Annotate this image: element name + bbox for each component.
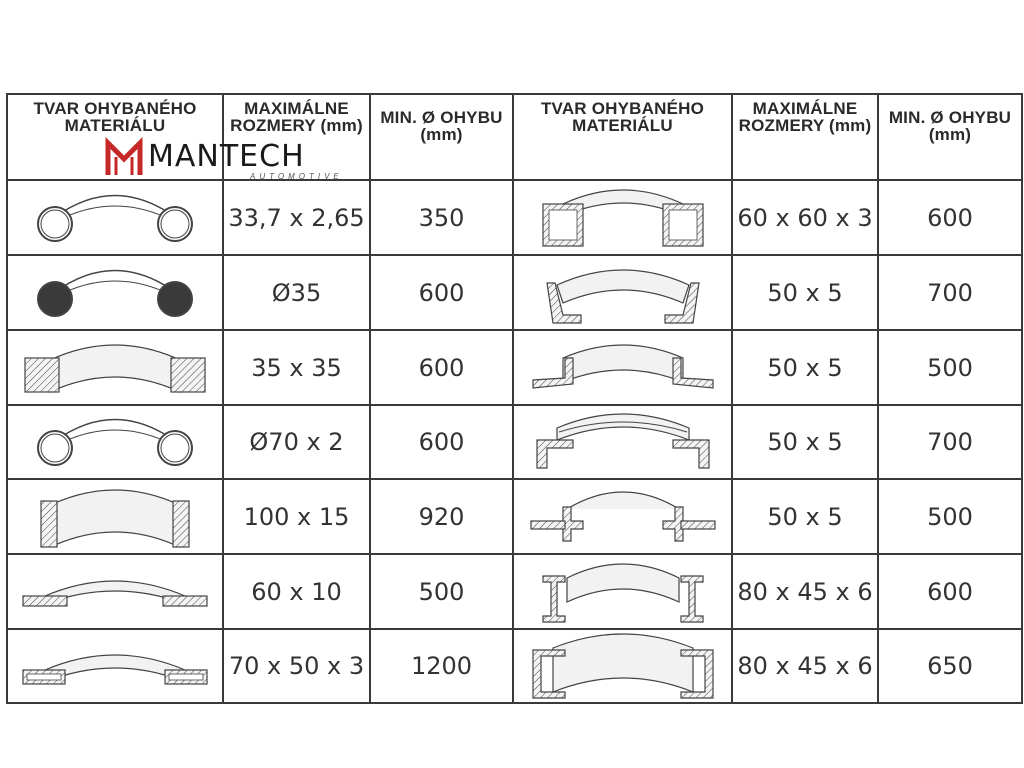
table-row <box>7 255 1022 330</box>
profile-shape-cell-right <box>513 255 732 330</box>
header-shape-left: TVAR OHYBANÉHO MATERIÁLU <box>7 94 223 180</box>
max-dimensions-cell-right: 50 x 5 <box>732 405 878 479</box>
header-row <box>7 94 1022 180</box>
table-row <box>7 554 1022 629</box>
round-tube-icon <box>15 182 215 254</box>
angle-legs-out-icon <box>523 332 723 404</box>
bending-capacity-table <box>6 93 1023 704</box>
max-dimensions-cell-right: 50 x 5 <box>732 255 878 330</box>
profile-shape-cell-right <box>513 479 732 554</box>
angle-legs-up-icon <box>523 257 723 329</box>
header-min-right: MIN. Ø OHYBU (mm) <box>878 94 1022 180</box>
min-bend-diameter-cell-right: 500 <box>878 330 1022 405</box>
round-tube-icon <box>15 406 215 478</box>
max-dimensions-cell-right: 50 x 5 <box>732 479 878 554</box>
profile-shape-cell-left <box>7 405 223 479</box>
profile-shape-cell-right <box>513 629 732 703</box>
min-bend-diameter-cell-left: 500 <box>370 554 513 629</box>
profile-shape-cell-right <box>513 405 732 479</box>
min-bend-diameter-cell-right: 700 <box>878 255 1022 330</box>
min-bend-diameter-cell-right: 700 <box>878 405 1022 479</box>
angle-legs-down-icon <box>523 406 723 478</box>
rectangular-tube-flat-icon <box>15 630 215 702</box>
profile-shape-cell-left <box>7 330 223 405</box>
max-dimensions-cell-left: 33,7 x 2,65 <box>223 180 370 255</box>
flat-bar-horizontal-icon <box>15 556 215 628</box>
profile-shape-cell-left <box>7 479 223 554</box>
min-bend-diameter-cell-right: 600 <box>878 180 1022 255</box>
max-dimensions-cell-right: 50 x 5 <box>732 330 878 405</box>
profile-shape-cell-left <box>7 255 223 330</box>
profile-shape-cell-right <box>513 180 732 255</box>
table-row <box>7 479 1022 554</box>
profile-shape-cell-left <box>7 629 223 703</box>
min-bend-diameter-cell-left: 920 <box>370 479 513 554</box>
profile-shape-cell-left <box>7 180 223 255</box>
header-min-left: MIN. Ø OHYBU (mm) <box>370 94 513 180</box>
table-row <box>7 629 1022 703</box>
max-dimensions-cell-left: Ø70 x 2 <box>223 405 370 479</box>
max-dimensions-cell-left: 70 x 50 x 3 <box>223 629 370 703</box>
flat-bar-vertical-icon <box>15 481 215 553</box>
profile-shape-cell-right <box>513 554 732 629</box>
table-row <box>7 180 1022 255</box>
table-row <box>7 330 1022 405</box>
min-bend-diameter-cell-right: 600 <box>878 554 1022 629</box>
max-dimensions-cell-left: Ø35 <box>223 255 370 330</box>
max-dimensions-cell-left: 60 x 10 <box>223 554 370 629</box>
max-dimensions-cell-right: 80 x 45 x 6 <box>732 629 878 703</box>
profile-shape-cell-left <box>7 554 223 629</box>
min-bend-diameter-cell-left: 600 <box>370 255 513 330</box>
channel-icon <box>523 630 723 702</box>
max-dimensions-cell-right: 80 x 45 x 6 <box>732 554 878 629</box>
square-tube-icon <box>523 182 723 254</box>
header-dims-right: MAXIMÁLNE ROZMERY (mm) <box>732 94 878 180</box>
min-bend-diameter-cell-right: 650 <box>878 629 1022 703</box>
header-shape-right: TVAR OHYBANÉHO MATERIÁLU <box>513 94 732 180</box>
min-bend-diameter-cell-left: 1200 <box>370 629 513 703</box>
max-dimensions-cell-left: 35 x 35 <box>223 330 370 405</box>
logo-tagline: AUTOMOTIVE <box>250 172 343 181</box>
table-row <box>7 405 1022 479</box>
square-bar-icon <box>15 332 215 404</box>
solid-round-bar-icon <box>15 257 215 329</box>
min-bend-diameter-cell-left: 350 <box>370 180 513 255</box>
min-bend-diameter-cell-left: 600 <box>370 330 513 405</box>
max-dimensions-cell-right: 60 x 60 x 3 <box>732 180 878 255</box>
min-bend-diameter-cell-right: 500 <box>878 479 1022 554</box>
logo-brand-text: MANTECH <box>148 139 305 174</box>
max-dimensions-cell-left: 100 x 15 <box>223 479 370 554</box>
t-section-icon <box>523 481 723 553</box>
header-dims-left: MAXIMÁLNE ROZMERY (mm) <box>223 94 370 180</box>
min-bend-diameter-cell-left: 600 <box>370 405 513 479</box>
i-beam-icon <box>523 556 723 628</box>
profile-shape-cell-right <box>513 330 732 405</box>
